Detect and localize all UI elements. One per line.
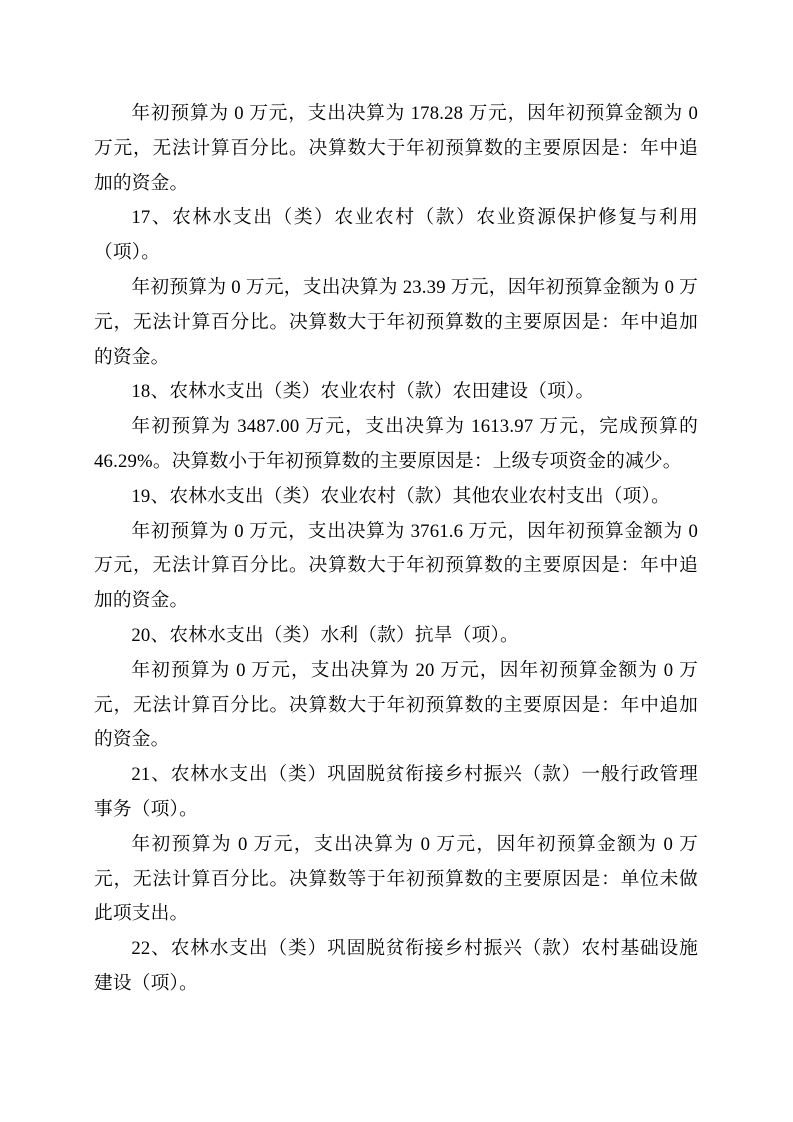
item-19-note: 年初预算为 0 万元，支出决算为 3761.6 万元，因年初预算金额为 0 万元，无法计算百分比。决算数大于年初预算数的主要原因是：年中追加的资金。 — [94, 520, 698, 612]
item-21-title: 21、农林水支出（类）巩固脱贫衔接乡村振兴（款）一般行政管理事务（项）。 — [94, 764, 698, 820]
item-18-title: 18、农林水支出（类）农业农村（款）农田建设（项）。 — [131, 381, 595, 403]
item-17-title: 17、农林水支出（类）农业农村（款）农业资源保护修复与利用（项）。 — [94, 207, 698, 264]
document-body — [94, 97, 698, 1002]
item-16-note: 年初预算为 0 万元，支出决算为 178.28 万元，因年初预算金额为 0 万元，无法计算百分比。决算数大于年初预算数的主要原因是：年中追加的资金。 — [94, 103, 698, 194]
item-18-note: 年初预算为 3487.00 万元，支出决算为 1613.97 万元，完成预算的 46.29%。决算数小于年初预算数的主要原因是：上级专项资金的减少。 — [94, 416, 698, 472]
item-17-note: 年初预算为 0 万元，支出决算为 23.39 万元，因年初预算金额为 0 万元，无法计算百分比。决算数大于年初预算数的主要原因是：年中追加的资金。 — [94, 276, 698, 368]
item-22-title: 22、农林水支出（类）巩固脱贫衔接乡村振兴（款）农村基础设施建设（项）。 — [94, 938, 698, 994]
item-19-title: 19、农林水支出（类）农业农村（款）其他农业农村支出（项）。 — [131, 485, 670, 507]
item-20-title: 20、农林水支出（类）水利（款）抗旱（项）。 — [131, 624, 519, 646]
item-21-note: 年初预算为 0 万元，支出决算为 0 万元，因年初预算金额为 0 万元，无法计算百分比。决算数等于年初预算数的主要原因是：单位未做此项支出。 — [94, 833, 698, 925]
item-20-note: 年初预算为 0 万元，支出决算为 20 万元，因年初预算金额为 0 万元，无法计算百分比。决算数大于年初预算数的主要原因是：年中追加的资金。 — [94, 659, 698, 751]
